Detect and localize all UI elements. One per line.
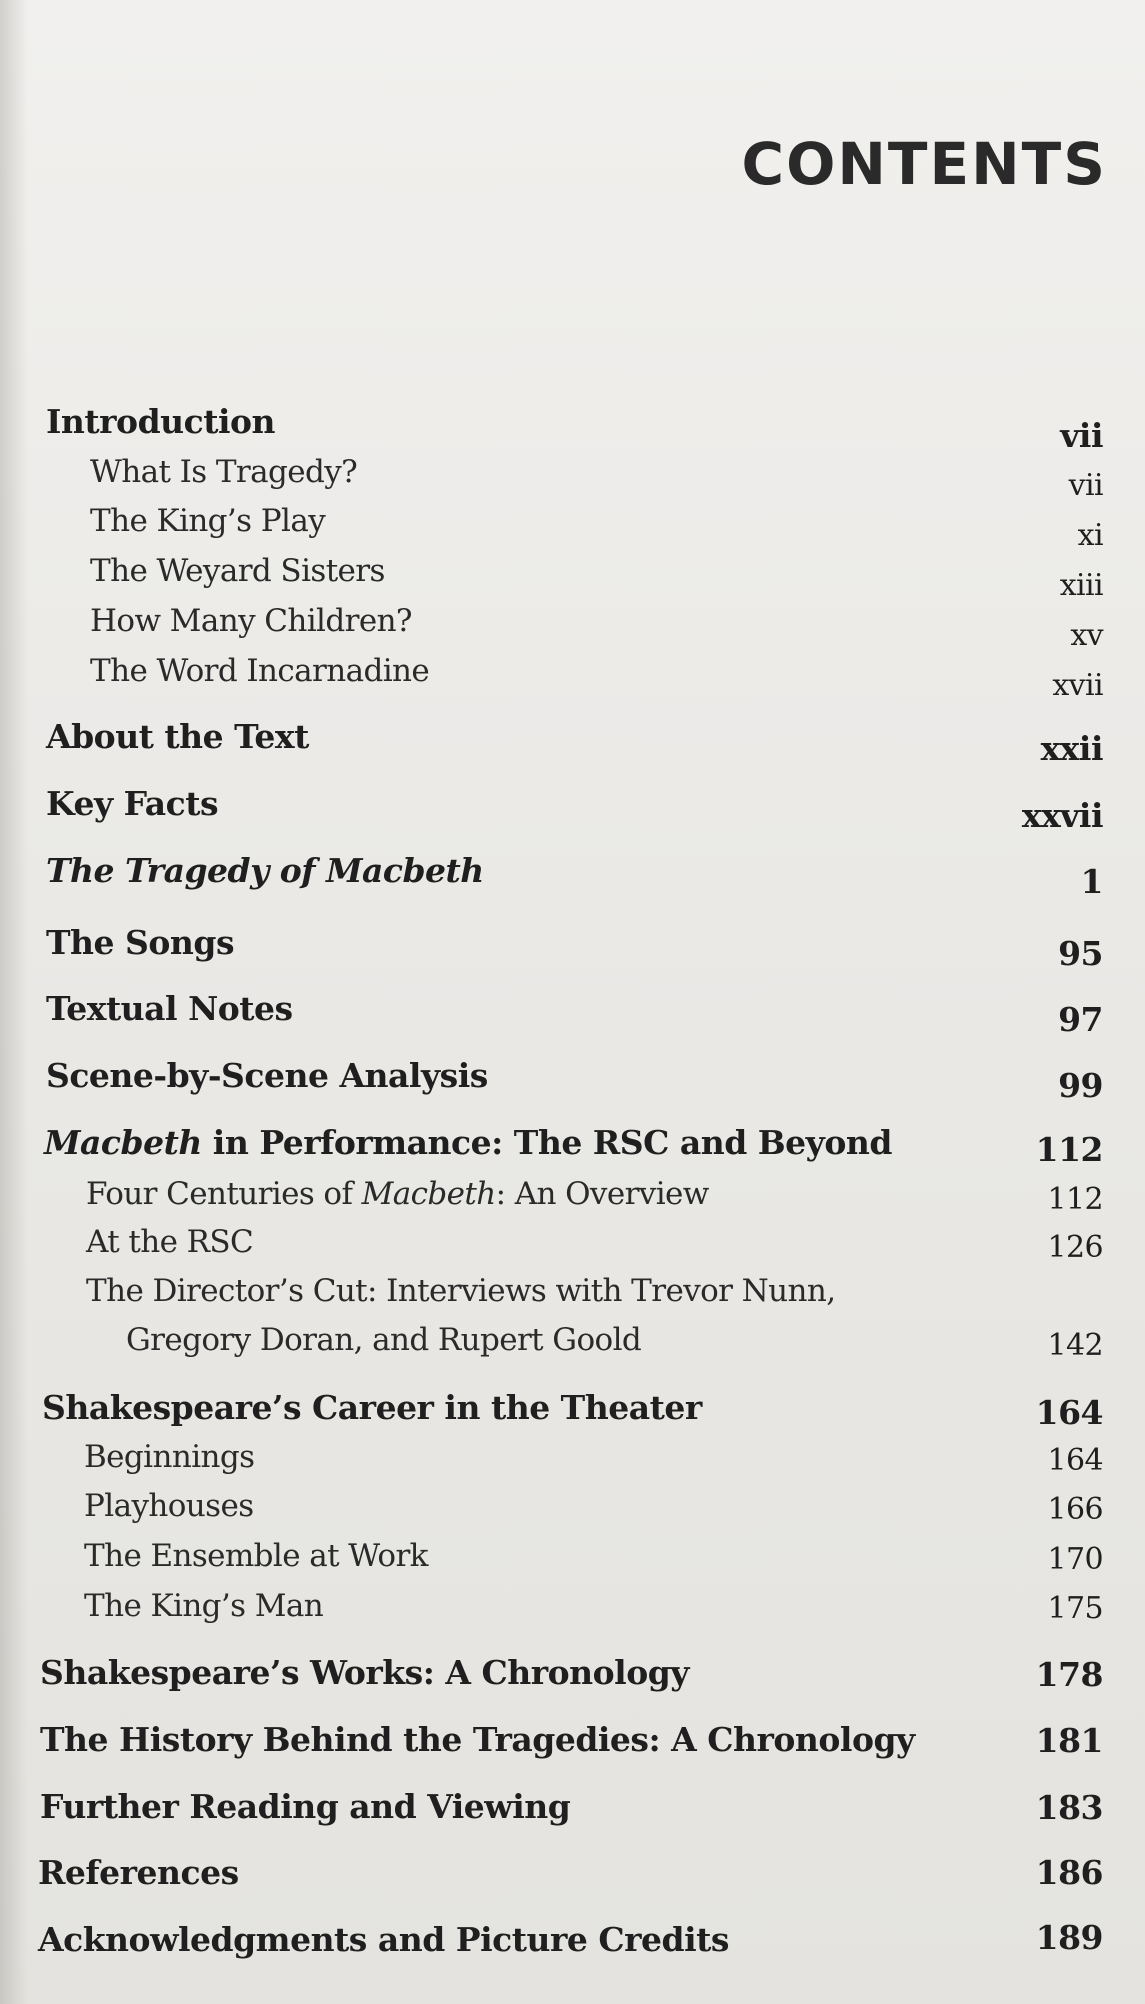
toc-entry-page: 95 (1058, 934, 1103, 973)
toc-entry-title: Introduction (46, 402, 276, 441)
toc-entry-title: Textual Notes (46, 989, 293, 1028)
toc-entry-page: 181 (1035, 1721, 1103, 1760)
toc-subentry-title: The Ensemble at Work (84, 1538, 428, 1574)
toc-entry-title: Shakespeare’s Works: A Chronology (40, 1653, 689, 1692)
toc-subentry-page: 164 (1047, 1443, 1103, 1478)
toc-subentry-title: What Is Tragedy? (90, 454, 358, 490)
toc-entry-title: About the Text (46, 717, 309, 756)
toc-subentry-page: 126 (1047, 1230, 1103, 1265)
toc-entry-page: 112 (1035, 1130, 1103, 1169)
toc-subentry-page: 112 (1047, 1182, 1103, 1217)
toc-subentry-title: The Weyard Sisters (90, 553, 385, 589)
toc-entry-title: Key Facts (46, 784, 219, 823)
page-title: CONTENTS (741, 130, 1107, 198)
toc-entry-page: xxvii (1021, 796, 1103, 835)
toc-entry-title: Scene-by-Scene Analysis (46, 1056, 488, 1095)
toc-subentry-page: 170 (1047, 1542, 1103, 1577)
toc-subentry-page: xvii (1052, 668, 1103, 703)
toc-entry-title-rest: in Performance: The RSC and Beyond (201, 1123, 892, 1162)
toc-subentry-title: Playhouses (84, 1488, 254, 1524)
toc-entry-title-italic: Macbeth (44, 1123, 202, 1162)
toc-entry-title: References (38, 1853, 239, 1892)
toc-entry-page: 97 (1058, 1000, 1103, 1039)
toc-entry-page: xxii (1040, 729, 1103, 768)
toc-entry-title: The Tragedy of Macbeth (46, 851, 484, 890)
toc-entry-title: The Songs (46, 923, 235, 962)
toc-subentry-title (86, 1176, 709, 1212)
toc-subentry-title: The King’s Man (84, 1588, 324, 1624)
toc-entry-page: 164 (1035, 1393, 1103, 1432)
toc-subentry-title-rest: : An Overview (495, 1176, 709, 1212)
toc-subentry-title: The Director’s Cut: Interviews with Trevor Nunn, (86, 1273, 836, 1309)
toc-subentry-title-pre: Four Centuries of (86, 1176, 362, 1212)
toc-entry-title: Acknowledgments and Picture Credits (38, 1920, 729, 1959)
toc-subentry-page: xv (1070, 618, 1103, 653)
toc-subentry-title-continued: Gregory Doran, and Rupert Goold (126, 1322, 642, 1358)
toc-subentry-page: xiii (1059, 568, 1103, 603)
toc-entry-title: Further Reading and Viewing (40, 1787, 571, 1826)
toc-subentry-title-italic: Macbeth (361, 1176, 496, 1212)
toc-entry-page: 99 (1058, 1066, 1103, 1105)
toc-subentry-page: vii (1068, 468, 1103, 503)
toc-subentry-page: xi (1077, 518, 1103, 553)
toc-subentry-title: The Word Incarnadine (90, 653, 430, 689)
toc-subentry-page: 142 (1047, 1328, 1103, 1363)
toc-entry-page: 186 (1035, 1853, 1103, 1892)
toc-entry-title: The History Behind the Tragedies: A Chronology (40, 1720, 915, 1759)
toc-subentry-page: 166 (1047, 1492, 1103, 1527)
toc-subentry-page: 175 (1047, 1591, 1103, 1626)
toc-subentry-title: The King’s Play (90, 503, 326, 539)
toc-subentry-title: How Many Children? (90, 603, 412, 639)
toc-entry-title: Shakespeare’s Career in the Theater (42, 1388, 702, 1427)
toc-entry-title (44, 1123, 892, 1162)
toc-entry-page: 189 (1035, 1918, 1103, 1957)
toc-entry-page: vii (1060, 416, 1103, 455)
toc-entry-page: 178 (1035, 1655, 1103, 1694)
toc-subentry-title: Beginnings (84, 1439, 255, 1475)
toc-entry-page: 183 (1035, 1788, 1103, 1827)
toc-entry-page: 1 (1080, 862, 1103, 901)
toc-subentry-title: At the RSC (86, 1224, 254, 1260)
